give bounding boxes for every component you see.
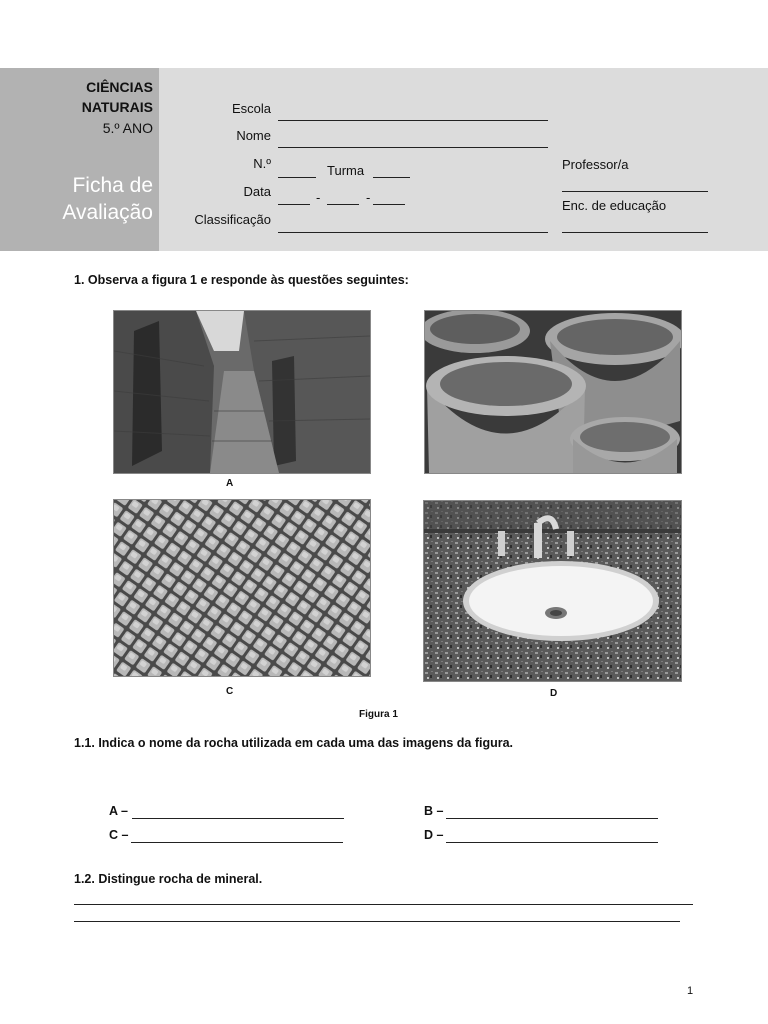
figure-image-d — [423, 500, 682, 682]
data-year-field[interactable] — [373, 204, 405, 205]
question-1-2: 1.2. Distingue rocha de mineral. — [74, 872, 263, 886]
data-label: Data — [243, 184, 271, 199]
answer-a-label: A – — [109, 804, 128, 818]
answer-d-field[interactable] — [446, 842, 658, 843]
numero-field[interactable] — [278, 177, 316, 178]
answer-c-label: C – — [109, 828, 129, 842]
grade-label: 5.º ANO — [102, 120, 153, 136]
answer-1-2-line-1[interactable] — [74, 904, 693, 905]
data-separator-1: - — [316, 190, 321, 205]
page-number: 1 — [687, 985, 694, 997]
title-line-1: Ficha de — [72, 174, 153, 197]
subject-line-1: CIÊNCIAS — [86, 79, 153, 95]
turma-field[interactable] — [373, 177, 410, 178]
figure-label-a: A — [226, 478, 234, 489]
professor-field[interactable] — [562, 191, 708, 192]
turma-label: Turma — [327, 163, 365, 178]
encarregado-label: Enc. de educação — [562, 198, 667, 213]
encarregado-field[interactable] — [562, 232, 708, 233]
answer-c-field[interactable] — [131, 842, 343, 843]
classificacao-label: Classificação — [194, 212, 271, 227]
subject-line-2: NATURAIS — [81, 99, 153, 115]
escola-field[interactable] — [278, 120, 548, 121]
answer-a-field[interactable] — [132, 818, 344, 819]
answer-d-label: D – — [424, 828, 444, 842]
figure-label-d: D — [550, 688, 558, 699]
figure-image-b — [424, 310, 682, 474]
data-separator-2: - — [366, 190, 371, 205]
answer-1-2-line-2[interactable] — [74, 921, 680, 922]
answer-b-field[interactable] — [446, 818, 658, 819]
nome-field[interactable] — [278, 147, 548, 148]
professor-label: Professor/a — [562, 157, 629, 172]
nome-label: Nome — [236, 128, 271, 143]
figure-label-c: C — [226, 686, 234, 697]
data-day-field[interactable] — [278, 204, 310, 205]
answer-b-label: B – — [424, 804, 444, 818]
question-1-1: 1.1. Indica o nome da rocha utilizada em cada uma das imagens da figura. — [74, 736, 514, 750]
figure-caption: Figura 1 — [359, 709, 398, 720]
classificacao-field[interactable] — [278, 232, 548, 233]
figure-image-c — [113, 499, 371, 677]
data-month-field[interactable] — [327, 204, 359, 205]
question-1: 1. Observa a figura 1 e responde às questões seguintes: — [74, 273, 409, 287]
title-line-2: Avaliação — [62, 201, 153, 224]
figure-image-a — [113, 310, 371, 474]
escola-label: Escola — [231, 101, 271, 116]
numero-label: N.º — [253, 156, 271, 171]
